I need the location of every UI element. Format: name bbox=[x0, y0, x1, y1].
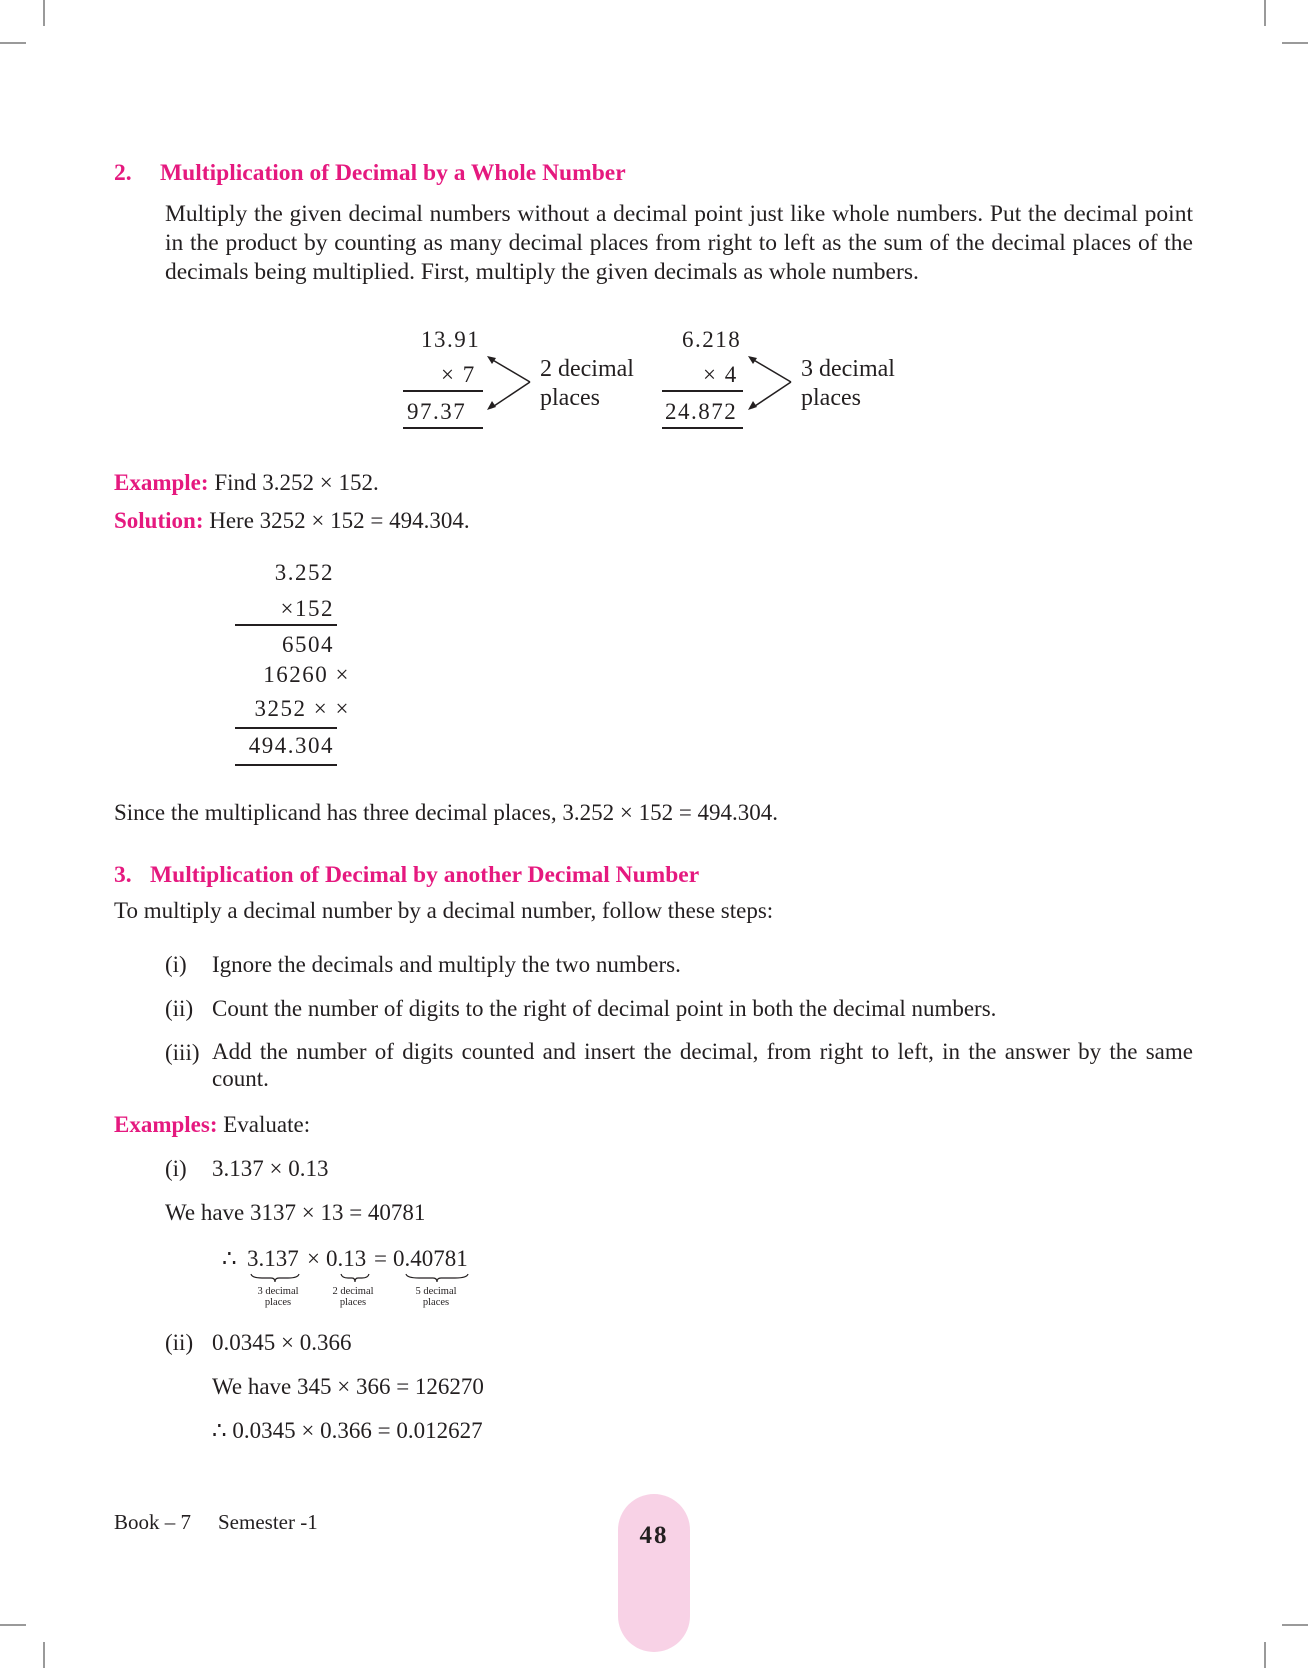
work-partial-1: 6504 bbox=[282, 632, 334, 657]
step-3-num: (iii) bbox=[165, 1040, 200, 1065]
crop-mark-bottom-left bbox=[43, 1642, 45, 1668]
ex1-note-b bbox=[325, 1286, 381, 1308]
illus2-note-line2: places bbox=[801, 385, 861, 411]
crop-mark-top-right bbox=[1264, 0, 1266, 26]
illus1-multiplier: × 7 bbox=[441, 362, 476, 387]
section-2-number: 2. bbox=[114, 160, 132, 186]
step-2-num: (ii) bbox=[165, 996, 194, 1021]
page-number-badge bbox=[618, 1494, 690, 1652]
footer-book: Book – 7 bbox=[114, 1510, 192, 1534]
ex1-times: × bbox=[307, 1246, 320, 1271]
illus2-product: 24.872 bbox=[665, 399, 738, 424]
section-3-intro: To multiply a decimal number by a decimal number, follow these steps: bbox=[114, 898, 774, 923]
example-label: Example: bbox=[114, 470, 209, 495]
ex1-note-c-line2: places bbox=[422, 1297, 450, 1308]
ex1-note-a-line1: 3 decimal bbox=[257, 1286, 299, 1297]
ex2-have: We have 345 × 366 = 126270 bbox=[212, 1374, 484, 1399]
illus1-rule-top bbox=[403, 390, 483, 392]
ex1-have: We have 3137 × 13 = 40781 bbox=[165, 1200, 426, 1225]
examples-label: Examples: bbox=[114, 1112, 218, 1137]
crop-mark-right-top bbox=[1282, 42, 1308, 44]
ex1-equals: = bbox=[374, 1246, 387, 1271]
step-2-text: Count the number of digits to the right of decimal point in both the decimal numbers. bbox=[212, 996, 997, 1021]
example-conclusion: Since the multiplicand has three decimal places, 3.252 × 152 = 494.304. bbox=[114, 800, 779, 825]
illus2-rule-bottom bbox=[662, 427, 743, 429]
step-3-text: Add the number of digits counted and insert the decimal, from right to left, in the answer by the same count. bbox=[212, 1039, 1193, 1091]
section-3-number: 3. bbox=[114, 862, 132, 888]
ex1-term-c: 0.40781 bbox=[393, 1246, 468, 1271]
illus1-note-line1: 2 decimal bbox=[540, 356, 634, 382]
crop-mark-top-left bbox=[43, 0, 45, 26]
work-rule-2 bbox=[235, 727, 337, 729]
illus2-rule-top bbox=[662, 390, 743, 392]
ex2-expr: 0.0345 × 0.366 bbox=[212, 1330, 352, 1355]
solution-text: Here 3252 × 152 = 494.304. bbox=[209, 508, 470, 533]
crop-mark-right-bottom bbox=[1282, 1624, 1308, 1626]
section-3-title: Multiplication of Decimal by another Decimal Number bbox=[150, 862, 700, 888]
illus1-arrows-icon bbox=[485, 354, 535, 412]
ex1-note-c bbox=[408, 1286, 464, 1308]
section-2-paragraph: Multiply the given decimal numbers without a decimal point just like whole numbers. Put the decimal point in the product by counting as many decimal places from right to left as the sum of the decimal places of the decimals being multiplied. First, multiply the given decimals as whole numbers. bbox=[165, 201, 1193, 285]
ex1-expr: 3.137 × 0.13 bbox=[212, 1156, 329, 1181]
illus2-note-line1: 3 decimal bbox=[801, 356, 895, 382]
work-partial-2: 16260 × bbox=[263, 662, 350, 687]
work-result: 494.304 bbox=[248, 733, 334, 758]
illus1-rule-bottom bbox=[403, 427, 483, 429]
crop-mark-left-top bbox=[0, 42, 26, 44]
illus2-arrows-icon bbox=[746, 354, 796, 412]
example-text: Find 3.252 × 152. bbox=[214, 470, 379, 495]
illus1-multiplicand: 13.91 bbox=[421, 327, 481, 352]
illus2-multiplicand: 6.218 bbox=[682, 327, 742, 352]
work-multiplier: ×152 bbox=[280, 596, 334, 621]
ex1-term-a: 3.137 bbox=[247, 1246, 299, 1271]
ex1-num: (i) bbox=[165, 1156, 187, 1181]
footer-semester: Semester -1 bbox=[218, 1510, 318, 1534]
illus1-note-line2: places bbox=[540, 385, 600, 411]
ex1-note-c-line1: 5 decimal bbox=[415, 1286, 457, 1297]
ex1-therefore-symbol: ∴ bbox=[222, 1246, 237, 1271]
ex1-note-b-line1: 2 decimal bbox=[332, 1286, 374, 1297]
crop-mark-left-bottom bbox=[0, 1624, 26, 1626]
work-rule-3 bbox=[235, 764, 337, 766]
section-2-title: Multiplication of Decimal by a Whole Number bbox=[160, 160, 626, 186]
page-number: 48 bbox=[639, 1522, 669, 1549]
example-line bbox=[114, 468, 379, 497]
ex2-therefore: ∴ 0.0345 × 0.366 = 0.012627 bbox=[212, 1418, 483, 1443]
ex1-underbrace-c-icon bbox=[405, 1273, 469, 1283]
crop-mark-bottom-right bbox=[1264, 1642, 1266, 1668]
illus1-product: 97.37 bbox=[407, 399, 467, 424]
solution-line bbox=[114, 506, 470, 535]
ex1-underbrace-b-icon bbox=[340, 1273, 370, 1283]
work-multiplicand: 3.252 bbox=[274, 560, 334, 585]
ex1-underbrace-a-icon bbox=[250, 1273, 300, 1283]
solution-label: Solution: bbox=[114, 508, 204, 533]
examples-text: Evaluate: bbox=[223, 1112, 311, 1137]
ex2-num: (ii) bbox=[165, 1330, 194, 1355]
work-rule-1 bbox=[235, 624, 337, 626]
ex1-note-a-line2: places bbox=[264, 1297, 292, 1308]
illus2-multiplier: × 4 bbox=[703, 362, 738, 387]
work-partial-3: 3252 × × bbox=[254, 696, 350, 721]
ex1-term-b: 0.13 bbox=[326, 1246, 367, 1271]
examples-line bbox=[114, 1110, 310, 1139]
ex1-note-a bbox=[250, 1286, 306, 1308]
ex1-note-b-line2: places bbox=[339, 1297, 367, 1308]
step-1-text: Ignore the decimals and multiply the two numbers. bbox=[212, 952, 681, 977]
step-1-num: (i) bbox=[165, 952, 187, 977]
